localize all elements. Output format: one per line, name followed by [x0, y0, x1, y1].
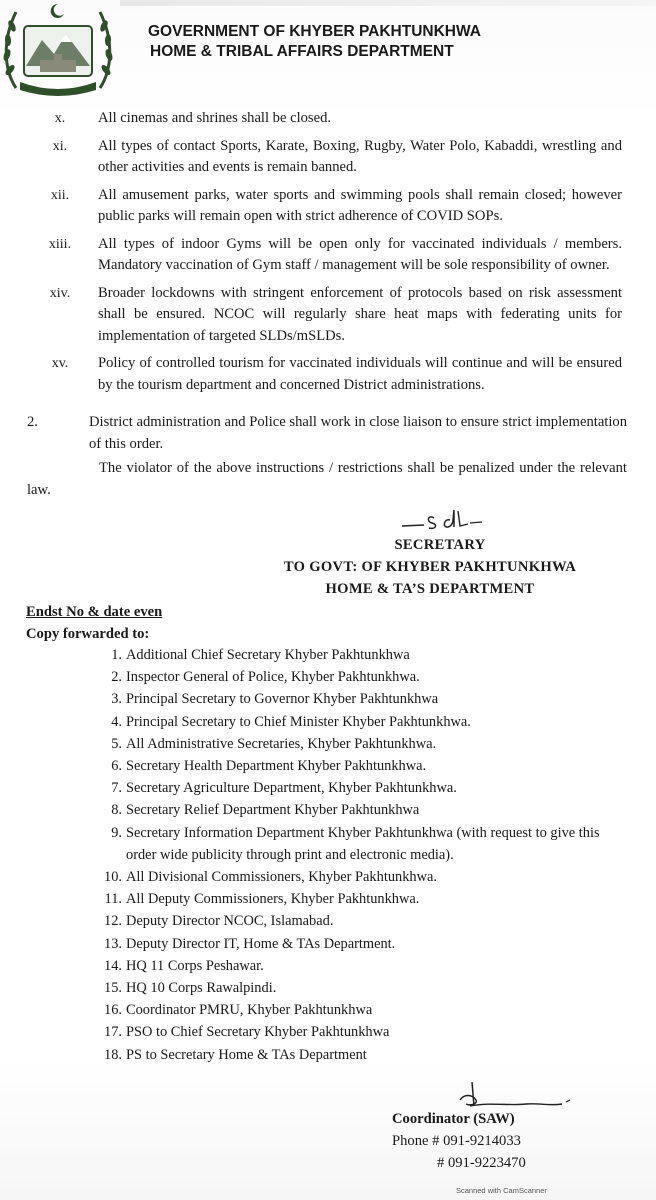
clause-item	[0, 234, 656, 277]
clause-text: Policy of controlled tourism for vaccinated individuals will continue and will be ensured by the tourism department and concerned District administrations.	[98, 355, 622, 393]
clause-text: All amusement parks, water sports and swimming pools shall remain closed; however public parks will remain open with strict adherence of COVID SOPs.	[98, 186, 622, 224]
kp-government-emblem	[2, 0, 114, 100]
letterhead-line-2: HOME & TRIBAL AFFAIRS DEPARTMENT	[150, 43, 454, 60]
signatory-office: TO GOVT: OF KHYBER PAKHTUNKHWA	[283, 559, 577, 575]
list-item: 3. Principal Secretary to Governor Khyber Pakhtunkhwa	[111, 691, 439, 708]
list-item: 5. All Administrative Secretaries, Khyber Pakhtunkhwa.	[111, 735, 437, 752]
clause-item	[0, 185, 656, 228]
clause-number: xiv.	[49, 285, 71, 301]
list-item: 11. All Deputy Commissioners, Khyber Pakhtunkhwa.	[104, 891, 420, 908]
list-item: 17. PSO to Chief Secretary Khyber Pakhtunkhwa	[104, 1024, 390, 1041]
signatory-department: HOME & TA’S DEPARTMENT	[325, 581, 535, 597]
endorsement-heading	[26, 601, 162, 645]
list-item: 10. All Divisional Commissioners, Khyber Pakhtunkhwa.	[104, 869, 437, 886]
list-item: 16. Coordinator PMRU, Khyber Pakhtunkhwa	[104, 1002, 373, 1019]
clause-number: x.	[54, 111, 66, 126]
list-item: 1. Additional Chief Secretary Khyber Pakhtunkhwa	[111, 647, 410, 663]
list-item: 9. Secretary Information Department Khyber Pakhtunkhwa (with request to give this order wide publicity through print and electronic media).	[111, 824, 600, 863]
paragraph-text: District administration and Police shall work in close liaison to ensure strict implementation of this order.	[89, 414, 627, 452]
endorsement-title: Endst No & date even	[26, 604, 163, 620]
scanner-watermark: Scanned with CamScanner	[456, 1186, 547, 1195]
coordinator-title: Coordinator (SAW)	[392, 1111, 515, 1127]
clause-item	[0, 108, 656, 130]
list-item: 13. Deputy Director IT, Home & TAs Department.	[104, 935, 396, 952]
paragraph-number: 2.	[27, 414, 38, 430]
clause-text: All cinemas and shrines shall be closed.	[98, 110, 332, 126]
endorsement-subtitle: Copy forwarded to:	[26, 626, 150, 642]
paragraph-2	[27, 412, 627, 455]
secretary-signature-block	[240, 534, 620, 600]
clause-text: All types of indoor Gyms will be open only for vaccinated individuals / members. Mandatory vaccination of Gym staff / management will be sole responsibility of owner.	[98, 235, 622, 273]
list-item: 15. HQ 10 Corps Rawalpindi.	[104, 980, 277, 997]
clause-number: xiii.	[48, 236, 72, 252]
clause-item	[0, 136, 656, 179]
paragraph-penalty: The violator of the above instructions / restrictions shall be penalized under the relevant law.	[27, 460, 627, 498]
list-item: 14. HQ 11 Corps Peshawar.	[104, 957, 264, 974]
list-item: 7. Secretary Agriculture Department, Khyber Pakhtunkhwa.	[111, 780, 457, 797]
clause-number: xii.	[50, 187, 70, 203]
clause-item	[0, 283, 656, 348]
clauses-list	[0, 108, 656, 402]
signatory-title: SECRETARY	[394, 537, 486, 553]
list-item: 8. Secretary Relief Department Khyber Pakhtunkhwa	[111, 802, 420, 819]
scan-edge-shadow	[120, 0, 656, 6]
list-item: 18. PS to Secretary Home & TAs Department	[104, 1046, 367, 1063]
clause-text: Broader lockdowns with stringent enforcement of protocols based on risk assessment shall be ensured. NCOC will regularly share heat maps with federating units for implementation of targeted SLDs/mSLDs.	[98, 284, 622, 344]
coordinator-phone-1: Phone # 091-9214033	[392, 1133, 521, 1149]
list-item: 2. Inspector General of Police, Khyber Pakhtunkhwa.	[111, 669, 420, 686]
list-item: 4. Principal Secretary to Chief Minister Khyber Pakhtunkhwa.	[111, 713, 471, 730]
clause-item	[0, 353, 656, 396]
list-item: 12. Deputy Director NCOC, Islamabad.	[104, 913, 334, 930]
sd-signature-mark	[398, 506, 498, 536]
copy-forwarded-list	[0, 644, 656, 1066]
list-item: 6. Secretary Health Department Khyber Pakhtunkhwa.	[111, 758, 427, 775]
letterhead-line-1: GOVERNMENT OF KHYBER PAKHTUNKHWA	[148, 23, 481, 40]
clause-text: All types of contact Sports, Karate, Boxing, Rugby, Water Polo, Kabaddi, wrestling and other activities and events is remain banned.	[98, 137, 622, 175]
letterhead	[148, 22, 481, 62]
coordinator-phone-2: # 091-9223470	[437, 1155, 526, 1171]
clause-number: xi.	[52, 138, 68, 154]
clause-number: xv.	[51, 356, 69, 371]
